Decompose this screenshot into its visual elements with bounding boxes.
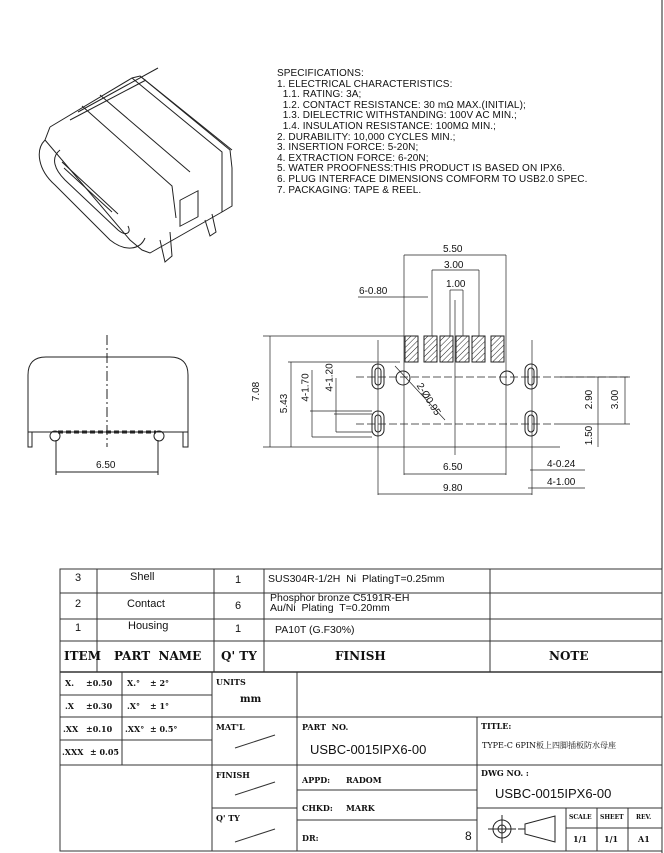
dim-3-00: 3.00 — [444, 260, 464, 271]
appd-label: APPD: — [302, 775, 331, 785]
bom-qty: 1 — [235, 623, 242, 635]
bom-finish: SUS304R-1/2H Ni PlatingT=0.25mm — [268, 573, 445, 585]
dim-slot-170: 4-1.70 — [300, 373, 312, 402]
tolerance-key: .XXX — [62, 747, 84, 757]
projection-symbol-icon — [488, 815, 555, 843]
scale-label: SCALE — [569, 814, 592, 821]
dim-hole: 2-Ø0.95 — [413, 381, 443, 418]
tolerance-value: ± 1° — [150, 701, 170, 711]
title-label: TITLE: — [481, 721, 512, 731]
header-part-name: PART NAME — [114, 649, 202, 663]
header-note: NOTE — [549, 649, 589, 663]
dim-pad-width: 6-0.80 — [359, 286, 388, 297]
dim-5-43: 5.43 — [279, 393, 291, 414]
header-item: ITEM — [64, 649, 101, 663]
scale-value: 1/1 — [573, 834, 588, 844]
dim-7-08: 7.08 — [251, 381, 263, 402]
chkd-value: MARK — [346, 803, 375, 813]
tolerance-value: ±0.30 — [86, 701, 113, 711]
bom-finish: PA10T (G.F30%) — [275, 624, 355, 636]
bom-part: Housing — [128, 620, 169, 632]
front-view — [28, 335, 188, 475]
bom-part: Contact — [127, 598, 165, 610]
appd-value: RADOM — [346, 775, 382, 785]
spec-line: 1. ELECTRICAL CHARACTERISTICS: — [277, 78, 453, 90]
tolerance-value: ±0.50 — [86, 678, 113, 688]
dr-value: 8 — [465, 829, 472, 843]
bom-item: 1 — [75, 622, 82, 634]
units-value: mm — [240, 694, 262, 705]
chkd-label: CHKD: — [302, 803, 333, 813]
spec-line: 4. EXTRACTION FORCE: 6-20N; — [277, 152, 429, 164]
dim-1-00: 1.00 — [446, 279, 466, 290]
dim-1-50: 1.50 — [584, 425, 596, 446]
dim-6-50: 6.50 — [443, 462, 463, 473]
tolerance-key: .X° — [127, 701, 140, 711]
dim-3-00-v: 3.00 — [610, 389, 622, 410]
specifications — [277, 69, 587, 196]
spec-line: 1.3. DIELECTRIC WITHSTANDING: 100V AC MIN.; — [277, 110, 517, 122]
spec-line: 1.1. RATING: 3A; — [277, 89, 362, 101]
finish-label: FINISH — [216, 770, 250, 780]
part-no-label: PART NO. — [302, 722, 349, 732]
units-label: UNITS — [216, 677, 246, 687]
dim-1-00-slot: 4-1.00 — [547, 477, 576, 488]
dim-0-24: 4-0.24 — [547, 459, 576, 470]
dim-5-50: 5.50 — [443, 244, 463, 255]
sheet-label: SHEET — [600, 814, 624, 821]
tolerance-value: ± 0.5° — [150, 724, 178, 734]
spec-line: 7. PACKAGING: TAPE & REEL. — [277, 184, 422, 196]
bom-finish-2: Au/Ni Plating T=0.20mm — [270, 602, 390, 614]
tolerance-key: .XX° — [125, 724, 145, 734]
dim-slot-120: 4-1.20 — [324, 363, 336, 392]
matl-label: MAT'L — [216, 722, 245, 732]
dwg-no-label: DWG NO. : — [481, 768, 529, 778]
sheet-value: 1/1 — [604, 834, 619, 844]
qty-label: Q' TY — [216, 813, 240, 823]
bom-item: 3 — [75, 572, 82, 584]
bom-qty: 6 — [235, 600, 242, 612]
dim-9-80: 9.80 — [443, 483, 463, 494]
tolerance-key: X.° — [127, 678, 140, 688]
drawing-title: TYPE-C 6PIN板上四脚插板防水母座 — [482, 741, 616, 750]
header-qty: Q' TY — [221, 649, 257, 663]
isometric-view — [39, 68, 232, 262]
tolerance-key: .X — [65, 701, 74, 711]
dim-2-90: 2.90 — [584, 389, 596, 410]
header-finish: FINISH — [335, 649, 386, 663]
dwg-no: USBC-0015IPX6-00 — [495, 786, 612, 801]
rev-value: A1 — [638, 834, 650, 844]
tolerance-value: ± 0.05 — [90, 747, 119, 757]
tolerance-value: ± 2° — [150, 678, 170, 688]
bom-qty: 1 — [235, 574, 242, 586]
part-no: USBC-0015IPX6-00 — [310, 742, 427, 757]
dr-label: DR: — [302, 833, 319, 843]
spec-line: 6. PLUG INTERFACE DIMENSIONS COMFORM TO USB2.0 SPEC. — [277, 173, 588, 185]
bom-item: 2 — [75, 598, 82, 610]
tolerance-key: X. — [65, 678, 74, 688]
front-width-dim: 6.50 — [96, 460, 116, 471]
tolerance-key: .XX — [63, 724, 79, 734]
spec-line: 1.4. INSULATION RESISTANCE: 100MΩ MIN.; — [277, 120, 497, 132]
spec-heading: SPECIFICATIONS: — [277, 68, 364, 79]
bom-finish: Phosphor bronze C5191R-EH — [270, 592, 410, 604]
rev-label: REV. — [636, 814, 652, 821]
spec-line: 5. WATER PROOFNESS:THIS PRODUCT IS BASED ON IPX6. — [277, 163, 566, 175]
tolerance-value: ±0.10 — [86, 724, 113, 734]
spec-line: 3. INSERTION FORCE: 5-20N; — [277, 142, 419, 154]
spec-line: 1.2. CONTACT RESISTANCE: 30 mΩ MAX.(INITIAL); — [277, 99, 526, 111]
spec-line: 2. DURABILITY: 10,000 CYCLES MIN.; — [277, 131, 456, 143]
bom-part: Shell — [130, 571, 155, 583]
